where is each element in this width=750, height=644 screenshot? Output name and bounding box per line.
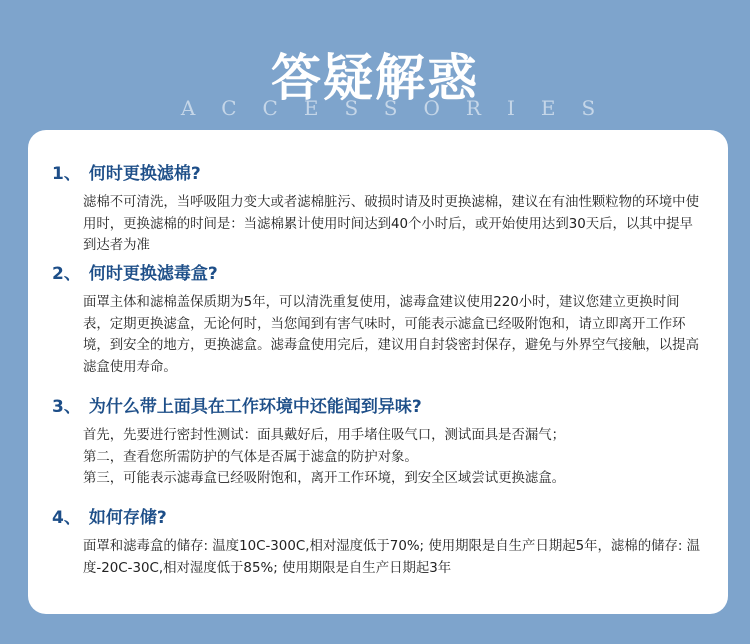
faq-answer-3 — [83, 425, 703, 490]
faq-number-4: 4、 — [52, 508, 81, 528]
faq-section-4 — [28, 506, 728, 579]
page-title: 答疑解惑 — [271, 49, 479, 107]
faq-heading-3 — [52, 395, 728, 419]
faq-answer-3-line-1: 首先，先要进行密封性测试：面具戴好后，用手堵住吸气口，测试面具是否漏气； — [83, 428, 566, 443]
faq-question-1: 何时更换滤棉? — [88, 164, 201, 184]
faq-question-3: 为什么带上面具在工作环境中还能闻到异味? — [88, 397, 422, 417]
faq-section-3 — [28, 395, 728, 490]
faq-answer-2-paragraph: 面罩主体和滤棉盖保质期为5年，可以清洗重复使用，滤毒盒建议使用220小时，建议您建立更换时间表，定期更换滤盒，无论何时，当您闻到有害气味时，可能表示滤盒已经吸附饱和，请立即离开工作环境，到安全的地方，更换滤盒。滤毒盒使用完后，建议用自封袋密封保存，避免与外界空气接触，以提高滤盒使用寿命。 — [83, 295, 699, 375]
faq-heading-1 — [52, 162, 728, 186]
faq-answer-1-paragraph: 滤棉不可清洗，当呼吸阻力变大或者滤棉脏污、破损时请及时更换滤棉，建议在有油性颗粒物的环境中使用时，更换滤棉的时间是：当滤棉累计使用时间达到40个小时后，或开始使用达到30天后，以其中提早到达者为准 — [83, 195, 699, 253]
faq-number-2: 2、 — [52, 264, 81, 284]
faq-answer-4 — [83, 536, 703, 579]
faq-answer-2 — [83, 292, 703, 378]
faq-section-2 — [28, 262, 728, 378]
faq-question-4: 如何存储? — [88, 508, 167, 528]
faq-card — [28, 130, 728, 614]
page-subtitle: ACCESSORIES — [180, 96, 622, 120]
faq-answer-3-line-2: 第二，查看您所需防护的气体是否属于滤盒的防护对象。 — [83, 449, 418, 465]
faq-answer-3-line-3: 第三，可能表示滤毒盒已经吸附饱和，离开工作环境，到安全区域尝试更换滤盒。 — [83, 471, 566, 486]
faq-answer-1 — [83, 192, 703, 257]
header — [0, 0, 750, 140]
faq-section-1 — [28, 162, 728, 257]
faq-heading-2 — [52, 262, 728, 286]
faq-number-3: 3、 — [52, 397, 81, 417]
faq-question-2: 何时更换滤毒盒? — [88, 264, 218, 284]
faq-heading-4 — [52, 506, 728, 530]
faq-number-1: 1、 — [52, 164, 81, 184]
faq-answer-4-paragraph: 面罩和滤毒盒的储存: 温度10C-300C,相对湿度低于70%; 使用期限是自生产日期起5年，滤棉的储存: 温度-20C-30C,相对湿度低于85%; 使用期限是自生产日期起3年 — [83, 539, 701, 576]
